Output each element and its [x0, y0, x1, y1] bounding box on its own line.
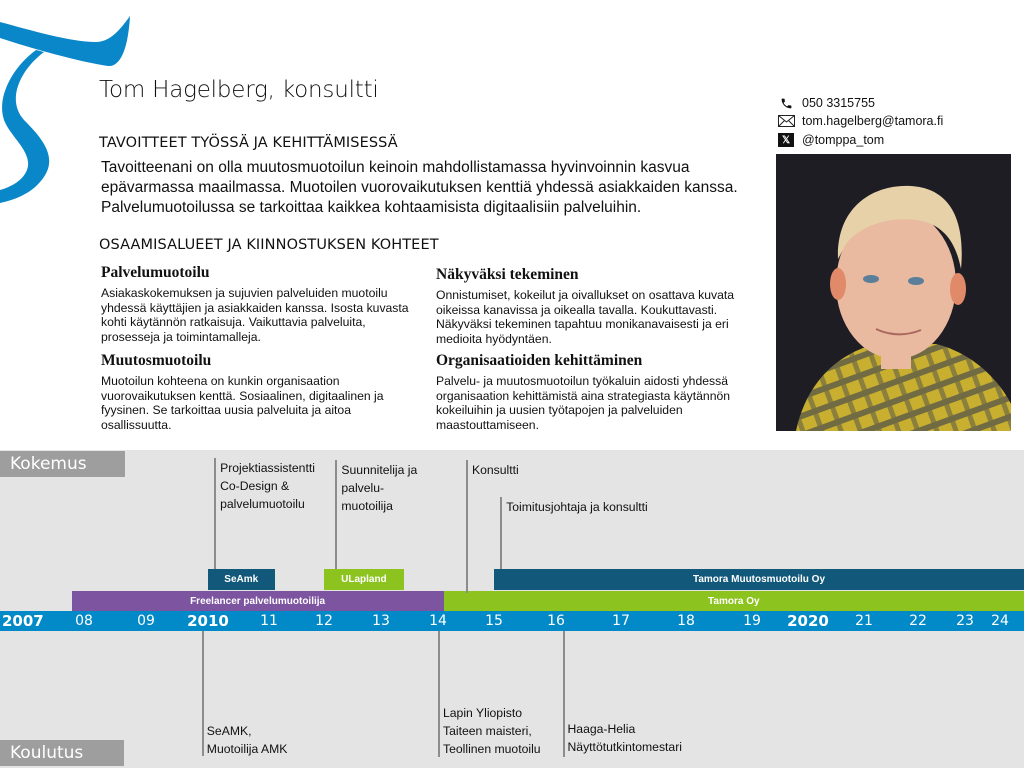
contact-x: [777, 133, 884, 147]
year-tick-label: 23: [956, 613, 974, 629]
employer-bar: Tamora Oy: [444, 591, 1024, 612]
role-label: Suunnitelija ja palvelu- muotoilija: [341, 463, 418, 513]
education-label: Koulutus: [0, 740, 124, 766]
skill-heading: Näkyväksi tekeminen: [436, 266, 579, 283]
year-tick-label: 15: [485, 613, 503, 629]
education-marker-line: [438, 631, 440, 757]
education-marker-line: [202, 631, 204, 756]
year-tick-label: 12: [315, 613, 333, 629]
year-tick-label: 08: [75, 613, 93, 629]
skill-heading: Muutosmuotoilu: [101, 352, 212, 369]
skills-heading: OSAAMISALUEET JA KIINNOSTUKSEN KOHTEET: [99, 237, 439, 253]
year-tick-label: 16: [547, 613, 565, 629]
experience-label: Kokemus: [0, 451, 125, 477]
email-address[interactable]: tom.hagelberg@tamora.fi: [802, 114, 944, 128]
year-tick-label: 21: [855, 613, 873, 629]
year-tick-label: 2010: [187, 612, 229, 630]
role-label: Projektiassistentti Co-Design & palvelumuotoilu: [220, 461, 315, 511]
x-icon: 𝕏: [778, 133, 794, 147]
employer-bar: ULapland: [324, 569, 404, 590]
skill-heading: Organisaatioiden kehittäminen: [436, 352, 643, 369]
role-label: Konsultti: [472, 463, 519, 477]
profile-photo: [776, 154, 1011, 431]
year-tick-label: 2007: [2, 612, 44, 630]
skill-text: Asiakaskokemuksen ja sujuvien palveluiden muotoilu yhdessä käyttäjien ja asiakkaiden kanssa. Isosta kuvasta kohti käytännön ratkaisuja. Vaikuttavia palveluita, prosesseja ja toimintamalleja.: [101, 286, 409, 344]
education-label: Lapin Yliopisto Taiteen maisteri, Teollinen muotoilu: [443, 706, 541, 756]
contact-phone: [777, 96, 875, 110]
education-marker-line: [563, 631, 565, 757]
employer-bar: SeAmk: [208, 569, 275, 590]
year-tick-label: 22: [909, 613, 927, 629]
person-name-title: Tom Hagelberg, konsultti: [99, 77, 379, 103]
year-axis: [0, 611, 1024, 631]
goals-text: Tavoitteenani on olla muutosmuotoilun keinoin mahdollistamassa hyvinvoinnin kasvua epävarmassa maailmassa. Muotoilen vuorovaikutuksen kenttiä yhdessä asiakkaiden kanssa. Palvelumuotoilussa se tarkoittaa kaikkea kohtaamisista digitaalisiin palveluihin.: [101, 159, 738, 216]
contact-email: [777, 114, 943, 128]
role-marker-line: [500, 497, 502, 569]
phone-number[interactable]: 050 3315755: [802, 96, 875, 110]
skill-nakyvaksi-tekeminen: [436, 266, 756, 346]
year-tick-label: 13: [372, 613, 390, 629]
year-tick-label: 11: [260, 613, 278, 629]
role-marker-line: [466, 460, 468, 593]
year-tick-label: 19: [743, 613, 761, 629]
role-marker-line: [214, 458, 216, 569]
skill-text: Palvelu- ja muutosmuotoilun työkaluin aidosti yhdessä organisaation kehittämistä aina strategiasta käytännön kokeiluihin ja uusien työtapojen ja palveluiden maastouttamiseen.: [436, 374, 731, 432]
employer-bar: Tamora Muutosmuotoilu Oy: [494, 569, 1024, 590]
year-tick-label: 24: [991, 613, 1009, 629]
education-label: SeAMK, Muotoilija AMK: [206, 724, 288, 756]
year-tick-label: 18: [677, 613, 695, 629]
goals-heading: TAVOITTEET TYÖSSÄ JA KEHITTÄMISESSÄ: [99, 135, 398, 151]
skill-text: Onnistumiset, kokeilut ja oivallukset on osattava kuvata oikeissa kanavissa ja oikealla tavalla. Koukuttavasti. Näkyväksi tekeminen tapahtuu monikanavaisesti ja eri medioita hyödyntäen.: [436, 288, 735, 346]
phone-icon: [777, 96, 795, 110]
skill-muutosmuotoilu: [101, 352, 421, 432]
skill-text: Muotoilun kohteena on kunkin organisaation vuorovaikutuksen kenttä. Sosiaalinen, digitaalinen ja fyysinen. Se tarkoittaa uusia palveluita ja aitoa osallissuutta.: [101, 374, 384, 432]
role-marker-line: [335, 460, 337, 569]
year-tick-label: 14: [429, 613, 447, 629]
year-tick-label: 09: [137, 613, 155, 629]
education-label: Haaga-Helia Näyttötutkintomestari: [567, 722, 682, 754]
skill-organisaatioiden-kehittaminen: [436, 352, 756, 432]
mail-icon: [777, 114, 795, 128]
year-tick-label: 17: [612, 613, 630, 629]
employer-bar: Freelancer palvelumuotoilija: [72, 591, 444, 612]
year-tick-label: 2020: [787, 612, 829, 630]
role-label: Toimitusjohtaja ja konsultti: [506, 500, 648, 514]
skill-palvelumuotoilu: [101, 264, 421, 344]
skill-heading: Palvelumuotoilu: [101, 264, 210, 281]
x-handle[interactable]: @tomppa_tom: [802, 133, 885, 147]
